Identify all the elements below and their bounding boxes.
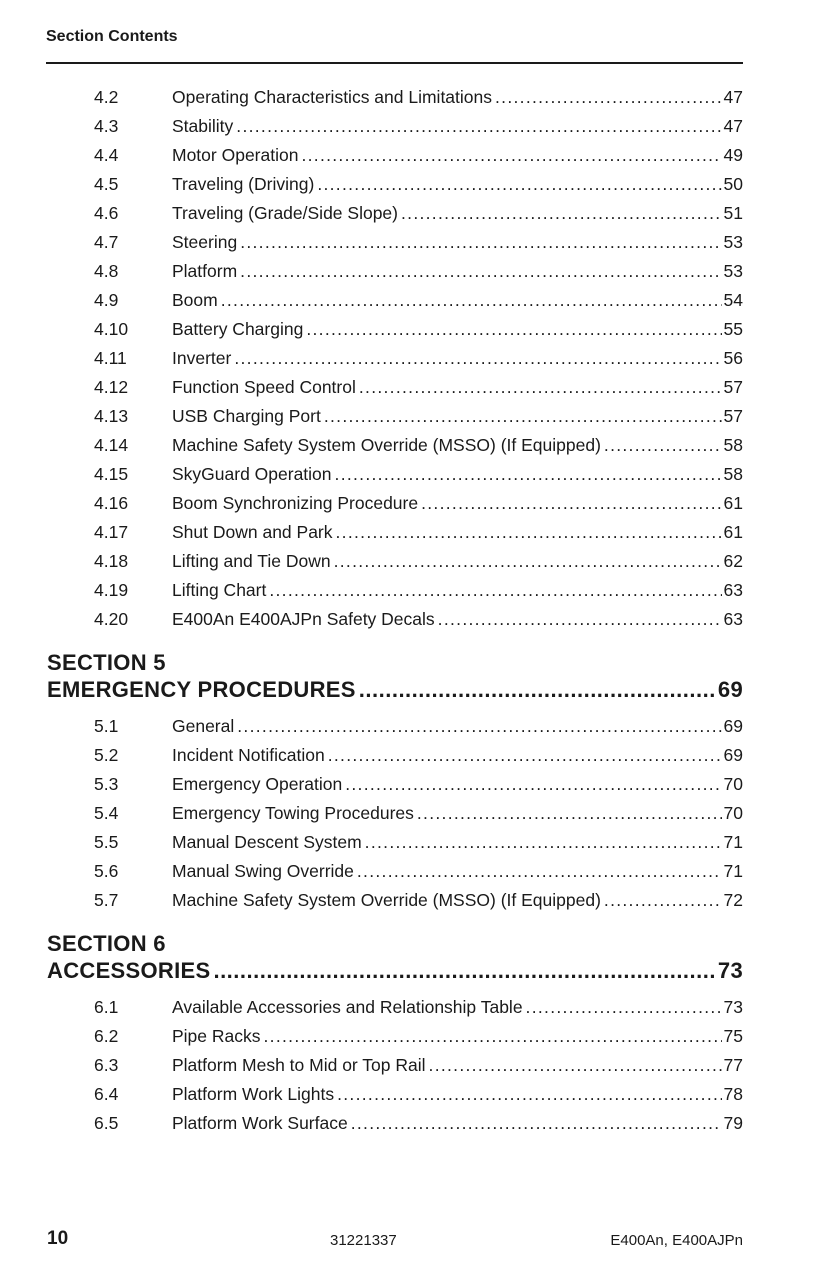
toc-entry-title: Manual Descent System xyxy=(172,832,362,852)
dot-leader xyxy=(417,799,722,828)
toc-entry[interactable] xyxy=(0,431,825,460)
toc-entry-number: 4.3 xyxy=(94,116,119,136)
toc-entry-leader-line xyxy=(172,993,743,1022)
toc-entry[interactable] xyxy=(0,1022,825,1051)
toc-entry-leader-line xyxy=(172,1109,743,1138)
toc-entry-title: Machine Safety System Override (MSSO) (If Equipped) xyxy=(172,435,601,455)
toc-entry[interactable] xyxy=(0,402,825,431)
dot-leader xyxy=(365,828,722,857)
toc-entry[interactable] xyxy=(0,993,825,1022)
toc-entry-title: Emergency Towing Procedures xyxy=(172,803,414,823)
toc-entry-number: 4.19 xyxy=(94,580,129,600)
dot-leader xyxy=(336,518,722,547)
footer-page-number: 10 xyxy=(47,1228,69,1249)
toc-entry-leader-line xyxy=(172,605,743,634)
dot-leader xyxy=(357,857,722,886)
toc-entry-leader-line xyxy=(172,741,743,770)
toc-entry-number: 4.11 xyxy=(94,348,127,368)
toc-entry-title: Platform Work Surface xyxy=(172,1113,348,1133)
dot-leader xyxy=(269,576,721,605)
toc-entry-page: 56 xyxy=(723,348,743,368)
toc-entry-page: 71 xyxy=(723,832,743,852)
toc-entry-title: Traveling (Grade/Side Slope) xyxy=(172,203,398,223)
page-header-title: Section Contents xyxy=(46,28,178,45)
toc-entry-title: Traveling (Driving) xyxy=(172,174,315,194)
toc-entry-page: 51 xyxy=(723,203,743,223)
toc-entry[interactable] xyxy=(0,799,825,828)
dot-leader xyxy=(495,83,722,112)
toc-entry[interactable] xyxy=(0,257,825,286)
toc-entry-leader-line xyxy=(172,257,743,286)
toc-entry-title: Platform xyxy=(172,261,238,281)
dot-leader xyxy=(240,257,721,286)
toc-entry-leader-line xyxy=(172,886,743,915)
header-divider xyxy=(46,62,743,64)
toc-entry-leader-line xyxy=(172,489,743,518)
toc-entry[interactable] xyxy=(0,857,825,886)
dot-leader xyxy=(421,489,721,518)
toc-entry-leader-line xyxy=(172,770,743,799)
toc-entry-leader-line xyxy=(172,286,743,315)
dot-leader xyxy=(264,1022,722,1051)
toc-entry-leader-line xyxy=(172,460,743,489)
toc-entry[interactable] xyxy=(0,170,825,199)
toc-entry-leader-line xyxy=(172,170,743,199)
toc-entry-page: 70 xyxy=(723,803,743,823)
dot-leader xyxy=(240,228,721,257)
toc-entry-page: 47 xyxy=(723,87,743,107)
toc-entry-number: 4.2 xyxy=(94,87,119,107)
toc-entry-leader-line xyxy=(172,83,743,112)
toc-entry-number: 5.3 xyxy=(94,774,119,794)
toc-entry-leader-line xyxy=(172,799,743,828)
toc-entry-number: 5.4 xyxy=(94,803,119,823)
toc-entry[interactable] xyxy=(0,344,825,373)
toc-entry-page: 63 xyxy=(723,609,743,629)
toc-entry-title: Pipe Racks xyxy=(172,1026,261,1046)
dot-leader xyxy=(334,547,722,576)
toc-entry-page: 54 xyxy=(723,290,743,310)
toc-entry-number: 4.14 xyxy=(94,435,129,455)
toc-entry[interactable] xyxy=(0,1109,825,1138)
toc-entry[interactable] xyxy=(0,886,825,915)
toc-entry-leader-line xyxy=(172,199,743,228)
toc-entry-page: 47 xyxy=(723,116,743,136)
toc-entry-title: Platform Work Lights xyxy=(172,1084,335,1104)
toc-entry[interactable] xyxy=(0,518,825,547)
toc-entry-leader-line xyxy=(172,1051,743,1080)
toc-entry-number: 4.12 xyxy=(94,377,129,397)
toc-entry-title: Emergency Operation xyxy=(172,774,343,794)
toc-entry-page: 55 xyxy=(723,319,743,339)
toc-entry[interactable] xyxy=(0,489,825,518)
section-5-heading-link[interactable] xyxy=(47,675,743,705)
dot-leader xyxy=(604,886,722,915)
toc-entry-leader-line xyxy=(172,402,743,431)
toc-entry-title: USB Charging Port xyxy=(172,406,321,426)
toc-entry[interactable] xyxy=(0,286,825,315)
toc-entry-title: Boom Synchronizing Procedure xyxy=(172,493,419,513)
toc-entry-page: 75 xyxy=(723,1026,743,1046)
toc-entry-page: 57 xyxy=(723,406,743,426)
toc-entry-leader-line xyxy=(172,547,743,576)
dot-leader xyxy=(401,199,722,228)
toc-entry-title: Inverter xyxy=(172,348,232,368)
toc-entry-leader-line xyxy=(172,373,743,402)
toc-entry-title: Steering xyxy=(172,232,238,252)
toc-entry-number: 4.16 xyxy=(94,493,129,513)
section-6-page: 73 xyxy=(717,958,743,983)
toc-entry-number: 4.13 xyxy=(94,406,129,426)
toc-entry-page: 58 xyxy=(723,464,743,484)
dot-leader xyxy=(526,993,722,1022)
section-5-page: 69 xyxy=(717,677,743,702)
toc-entry[interactable] xyxy=(0,547,825,576)
toc-entry-page: 71 xyxy=(723,861,743,881)
toc-entry-leader-line xyxy=(172,712,743,741)
section-6-title: ACCESSORIES xyxy=(47,958,211,983)
toc-entry-page: 57 xyxy=(723,377,743,397)
toc-entry-title: Motor Operation xyxy=(172,145,299,165)
dot-leader xyxy=(337,1080,721,1109)
toc-entry-number: 4.9 xyxy=(94,290,119,310)
toc-entry-number: 4.18 xyxy=(94,551,129,571)
toc-entry-leader-line xyxy=(172,112,743,141)
toc-entry-leader-line xyxy=(172,1080,743,1109)
toc-entry-page: 61 xyxy=(723,493,743,513)
toc-entry-number: 6.5 xyxy=(94,1113,119,1133)
toc-entry-number: 5.6 xyxy=(94,861,119,881)
toc-entry-number: 6.4 xyxy=(94,1084,119,1104)
dot-leader xyxy=(324,402,722,431)
toc-entry-title: Available Accessories and Relationship Table xyxy=(172,997,523,1017)
toc-entry-number: 6.2 xyxy=(94,1026,119,1046)
toc-entry-title: Incident Notification xyxy=(172,745,325,765)
toc-entry-page: 78 xyxy=(723,1084,743,1104)
toc-entry-title: Boom xyxy=(172,290,218,310)
dot-leader xyxy=(438,605,722,634)
toc-entry[interactable] xyxy=(0,141,825,170)
section-6-heading-link[interactable] xyxy=(47,956,743,986)
toc-entry-leader-line xyxy=(172,576,743,605)
toc-entry-title: Machine Safety System Override (MSSO) (If Equipped) xyxy=(172,890,601,910)
dot-leader xyxy=(429,1051,722,1080)
toc-entry-leader-line xyxy=(172,141,743,170)
dot-leader xyxy=(237,712,721,741)
toc-entry-page: 79 xyxy=(723,1113,743,1133)
dot-leader xyxy=(317,170,721,199)
toc-entry-page: 73 xyxy=(723,997,743,1017)
toc-entry-page: 63 xyxy=(723,580,743,600)
section-6-label: SECTION 6 xyxy=(47,931,166,956)
dot-leader xyxy=(359,373,722,402)
dot-leader xyxy=(335,460,722,489)
dot-leader xyxy=(221,286,722,315)
toc-entry-leader-line xyxy=(172,431,743,460)
toc-entry-leader-line xyxy=(172,1022,743,1051)
toc-entry[interactable] xyxy=(0,83,825,112)
toc-entry[interactable] xyxy=(0,712,825,741)
toc-entry-page: 53 xyxy=(723,261,743,281)
toc-entry-title: General xyxy=(172,716,235,736)
toc-entry-leader-line xyxy=(172,828,743,857)
toc-entry-page: 50 xyxy=(723,174,743,194)
toc-entry-page: 77 xyxy=(723,1055,743,1075)
toc-entry-page: 49 xyxy=(723,145,743,165)
toc-entry[interactable] xyxy=(0,112,825,141)
toc-entry[interactable] xyxy=(0,373,825,402)
toc-entry[interactable] xyxy=(0,605,825,634)
toc-entry-number: 4.5 xyxy=(94,174,119,194)
toc-entry-number: 4.6 xyxy=(94,203,119,223)
section-5-label: SECTION 5 xyxy=(47,650,166,675)
section-5-title: EMERGENCY PROCEDURES xyxy=(47,677,356,702)
toc-entry-leader-line xyxy=(172,518,743,547)
toc-entry-number: 4.8 xyxy=(94,261,119,281)
toc-entry-page: 61 xyxy=(723,522,743,542)
toc-entry-number: 5.7 xyxy=(94,890,119,910)
toc-entry[interactable] xyxy=(0,741,825,770)
toc-entry[interactable] xyxy=(0,315,825,344)
toc-entry-number: 4.10 xyxy=(94,319,129,339)
toc-entry[interactable] xyxy=(0,828,825,857)
dot-leader xyxy=(236,112,721,141)
toc-entry-page: 69 xyxy=(723,745,743,765)
dot-leader xyxy=(604,431,722,460)
toc-entry-title: Operating Characteristics and Limitations xyxy=(172,87,493,107)
toc-entry-title: Shut Down and Park xyxy=(172,522,333,542)
toc-entry-number: 4.17 xyxy=(94,522,129,542)
toc-entry-leader-line xyxy=(172,315,743,344)
toc-entry-number: 5.2 xyxy=(94,745,119,765)
toc-entry-title: Function Speed Control xyxy=(172,377,356,397)
dot-leader xyxy=(301,141,721,170)
toc-entry-title: E400An E400AJPn Safety Decals xyxy=(172,609,435,629)
toc-entry[interactable] xyxy=(0,199,825,228)
toc-entry-number: 5.5 xyxy=(94,832,119,852)
dot-leader xyxy=(359,675,716,705)
toc-entry-title: Lifting Chart xyxy=(172,580,267,600)
toc-entry-title: SkyGuard Operation xyxy=(172,464,332,484)
toc-entry-number: 4.4 xyxy=(94,145,119,165)
toc-entry-number: 4.15 xyxy=(94,464,129,484)
toc-entry-page: 53 xyxy=(723,232,743,252)
toc-entry-number: 5.1 xyxy=(94,716,119,736)
footer-doc-number: 31221337 xyxy=(330,1232,397,1249)
dot-leader xyxy=(328,741,722,770)
toc-entry-page: 62 xyxy=(723,551,743,571)
toc-entry-title: Manual Swing Override xyxy=(172,861,354,881)
toc-entry[interactable] xyxy=(0,770,825,799)
toc-entry-title: Battery Charging xyxy=(172,319,304,339)
dot-leader xyxy=(306,315,721,344)
toc-entry-number: 6.3 xyxy=(94,1055,119,1075)
toc-entry-title: Stability xyxy=(172,116,234,136)
toc-entry-number: 4.7 xyxy=(94,232,119,252)
dot-leader xyxy=(213,956,715,986)
toc-entry-title: Platform Mesh to Mid or Top Rail xyxy=(172,1055,426,1075)
toc-entry-leader-line xyxy=(172,228,743,257)
toc-entry-leader-line xyxy=(172,857,743,886)
toc-entry-number: 4.20 xyxy=(94,609,129,629)
toc-entry-page: 72 xyxy=(723,890,743,910)
toc-entry-number: 6.1 xyxy=(94,997,119,1017)
toc-entry[interactable] xyxy=(0,1051,825,1080)
toc-entry-page: 70 xyxy=(723,774,743,794)
dot-leader xyxy=(351,1109,722,1138)
toc-entry[interactable] xyxy=(0,1080,825,1109)
dot-leader xyxy=(345,770,721,799)
toc-entry-page: 58 xyxy=(723,435,743,455)
toc-entry[interactable] xyxy=(0,460,825,489)
toc-entry-leader-line xyxy=(172,344,743,373)
toc-entry-page: 69 xyxy=(723,716,743,736)
toc-entry[interactable] xyxy=(0,576,825,605)
dot-leader xyxy=(234,344,721,373)
toc-entry[interactable] xyxy=(0,228,825,257)
footer-model: E400An, E400AJPn xyxy=(610,1232,743,1249)
toc-entry-title: Lifting and Tie Down xyxy=(172,551,331,571)
